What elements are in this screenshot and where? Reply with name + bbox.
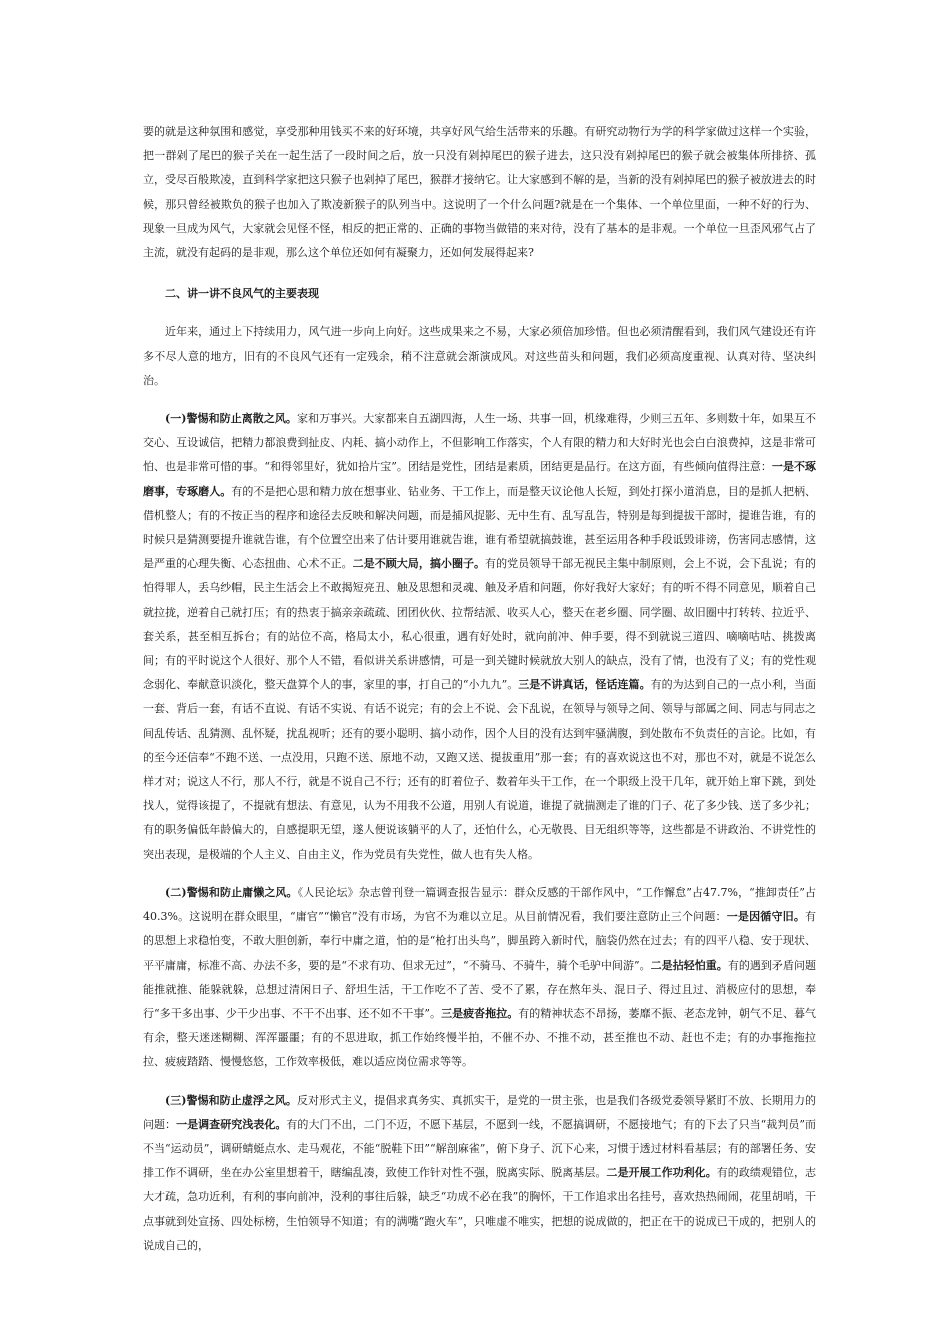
paragraph-section-3 xyxy=(143,1089,816,1258)
bold-point: 三是不讲真话，怪话连篇。 xyxy=(518,678,651,692)
text-run: 有的大门不出，二门不迈，不愿下基层，不愿到一线，不愿搞调研，不愿接地气；有的下去了只当“裁判员”而不当“运动员”，调研蜻蜓点水、走马观花，不能“脱鞋下田”“解剖麻雀”，俯下身子、沉下心来，习惯于透过材料看基层；有的部署任务、安排工作不调研，坐在办公室里想着干，瞎编乱凑，致使工作针对性不强，脱离实际、脱离基层。 xyxy=(143,1117,817,1180)
bold-point: 二是开展工作功利化。 xyxy=(606,1166,717,1180)
text-run: 《人民论坛》杂志曾刊登一篇调查报告显示：群众反感的干部作风中，“工作懈怠”占47.7%，“推卸责任”占40.3%。这说明在群众眼里，“庸官”“懒官”没有市场，为官不为难以立足。从目前情况看，我们要注意防止三个问题： xyxy=(143,885,816,924)
document-body xyxy=(143,120,816,1258)
text-run: 有的遇到矛盾问题能推就推、能躲就躲，总想过清闲日子、舒坦生活，干工作吃不了苦、受不了累，存在熬年头、混日子、得过且过、消极应付的思想，奉行“多干多出事、少干少出事、不干不出事、还不如不干事”。 xyxy=(143,958,816,1020)
text-run: 有的思想上求稳怕变，不敢大胆创新，奉行中庸之道，怕的是“枪打出头鸟”，脚虽跨入新时代，脑袋仍然在过去；有的四平八稳、安于现状、平平庸庸，标准不高、办法不多，要的是“不求有功、但求无过”，“不骑马、不骑牛，骑个毛驴中间游”。 xyxy=(143,910,817,972)
paragraph-monkey-experiment: 要的就是这种氛围和感觉，享受那种用钱买不来的好环境，共享好风气给生活带来的乐趣。有研究动物行为学的科学家做过这样一个实验，把一群剁了尾巴的猴子关在一起生活了一段时间之后，放一只没有剁掉尾巴的猴子进去，这只没有剁掉尾巴的猴子就会被集体所排挤、孤立，受尽百般欺凌，直到科学家把这只猴子也剁掉了尾巴，猴群才接纳它。让大家感到不解的是，当新的没有剁掉尾巴的猴子被放进去的时候，那只曾经被欺负的猴子也加入了欺凌新猴子的队列当中。这说明了一个什么问题?就是在一个集体、一个单位里面，一种不好的行为、现象一旦成为风气，大家就会见怪不怪，相反的把正常的、正确的事物当做错的来对待，没有了基本的是非观。一个单位一旦歪风邪气占了主流，就没有起码的是非观，那么这个单位还如何有凝聚力，还如何发展得起来? xyxy=(143,125,816,260)
text-run: 有的精神状态不昂扬，萎靡不振、老态龙钟，朝气不足、暮气有余，整天迷迷糊糊、浑浑噩噩；有的不思进取，抓工作始终慢半拍，不催不办、不推不动，甚至推也不动、赶也不走；有的办事拖拖拉拉、疲疲踏踏、慢慢悠悠，工作效率极低，难以适应岗位需求等等。 xyxy=(143,1006,817,1069)
text-run: 有的为达到自己的一点小利，当面一套、背后一套，有话不直说、有话不实说、有话不说完；有的会上不说、会下乱说，在领导与领导之间、领导与部属之间、同志与同志之间乱传话、乱猜测、乱怀疑，扰乱视听；还有的要小聪明、搞小动作，因个人目的没有达到牢骚满腹，到处散布不负责任的言论。比如，有的至今还信奉“不跑不送、一点没用，只跑不送、原地不动，又跑又送、提拔重用”那一套；有的喜欢说这也不对，那也不对，就是不说怎么样才对；说这人不行，那人不行，就是不说自己不行；还有的盯着位子、数着年头干工作，在一个职级上没干几年，就开始上窜下跳，到处找人，觉得该提了，不提就有想法、有意见，认为不用我不公道，用别人有说道，谁提了就揣测走了谁的门子、花了多少钱、送了多少礼；有的职务偏低年龄偏大的，自感提职无望，遂人便说该躺平的人了，还怕什么，心无敬畏、目无组织等等，这些都是不讲政治、不讲党性的突出表现，是极端的个人主义、自由主义，作为党员有失党性，做人也有失人格。 xyxy=(143,678,816,861)
subsection-title: (三)警惕和防止虚浮之风。 xyxy=(165,1093,297,1107)
section-heading: 二、讲一讲不良风气的主要表现 xyxy=(165,287,319,301)
bold-point: 一是因循守旧。 xyxy=(726,910,806,924)
bold-point: 一是不琢磨事，专琢磨人。 xyxy=(143,460,817,498)
text-run: 有的不是把心思和精力放在想事业、钻业务、干工作上，而是整天议论他人长短，到处打探小道消息，目的是抓人把柄、借机整人；有的不按正当的程序和途径去反映和解决问题，而是捕风捉影、无中生有、乱写乱告，特别是每到提拔干部时，提谁告谁，有的时候只是猜测要提升谁就告谁，有个位置空出来了估计要用谁就告谁，谁有希望就搞鼓谁，甚至运用各种手段诋毁诽谤，伤害同志感情，这是严重的心理失衡、心态扭曲、心术不正。 xyxy=(143,484,817,571)
text-run: 家和万事兴。大家都来自五湖四海，人生一场、共事一回，机缘难得，少则三五年、多则数十年，如果互不交心、互设诚信，把精力都浪费到扯皮、内耗、搞小动作上，不但影响工作落实，个人有限的精力和大好时光也会白白浪费掉，这是非常可怕、也是非常可惜的事。“和得邻里好，犹如拾片宝”。团结是党性，团结是素质，团结更是品行。在这方面，有些倾向值得注意： xyxy=(143,412,816,474)
text-run: 反对形式主义，提倡求真务实、真抓实干，是党的一贯主张，也是我们各级党委领导紧盯不放、长期用力的问题： xyxy=(143,1093,816,1131)
bold-point: 二是拈轻怕重。 xyxy=(650,958,728,972)
subsection-title: (二)警惕和防止庸懒之风。 xyxy=(165,885,298,899)
bold-point: 二是不顾大局，搞小圈子。 xyxy=(352,557,486,571)
bold-point: 一是调查研究浅表化。 xyxy=(176,1117,287,1131)
text-run: 有的党员领导干部无视民主集中制原则，会上不说，会下乱说；有的怕得罪人，丢乌纱帽，民主生活会上不敢揭短亮丑、触及思想和灵魂、触及矛盾和问题，你好我好大家好；有的听不得不同意见，顺着自己就拉拢，逆着自己就打压；有的热衷于搞亲亲疏疏、团团伙伙、拉帮结派、收买人心，整天在老乡圈、同学圈、故旧圈中打转转、拉近乎、套关系，甚至相互拆台；有的站位不高，格局太小，私心很重，遇有好处时，就向前冲、伸手要，得不到就说三道四、嘀嘀咕咕、挑拨离间；有的平时说这个人很好、那个人不错，看似讲关系讲感情，可是一到关键时候就放大别人的缺点，没有了情，也没有了义；有的党性观念弱化、奉献意识淡化，整天盘算个人的事，家里的事，打自己的“小九九”。 xyxy=(143,557,817,692)
paragraph-section-2 xyxy=(143,881,816,1075)
paragraph-section-1 xyxy=(143,407,816,867)
bold-point: 三是疲沓拖拉。 xyxy=(441,1006,519,1020)
subsection-title: (一)警惕和防止离散之风。 xyxy=(165,412,297,426)
paragraph-intro: 近年来，通过上下持续用力，风气进一步向上向好。这些成果来之不易，大家必须倍加珍惜。但也必须清醒看到，我们风气建设还有许多不尽人意的地方，旧有的不良风气还有一定残余，稍不注意就会渐演成风。对这些苗头和问题，我们必须高度重视、认真对待、坚决纠治。 xyxy=(143,325,816,387)
text-run: 有的政绩观错位，志大才疏，急功近利，有利的事向前冲，没利的事往后躲，缺乏“功成不必在我”的胸怀，干工作追求出名挂号，喜欢热热闹闹，花里胡哨，干点事就到处宣扬、四处标榜，生怕领导不知道；有的满嘴“跑火车”，只唯虚不唯实，把想的说成做的，把正在干的说成已干成的，把别人的说成自己的， xyxy=(143,1166,817,1252)
